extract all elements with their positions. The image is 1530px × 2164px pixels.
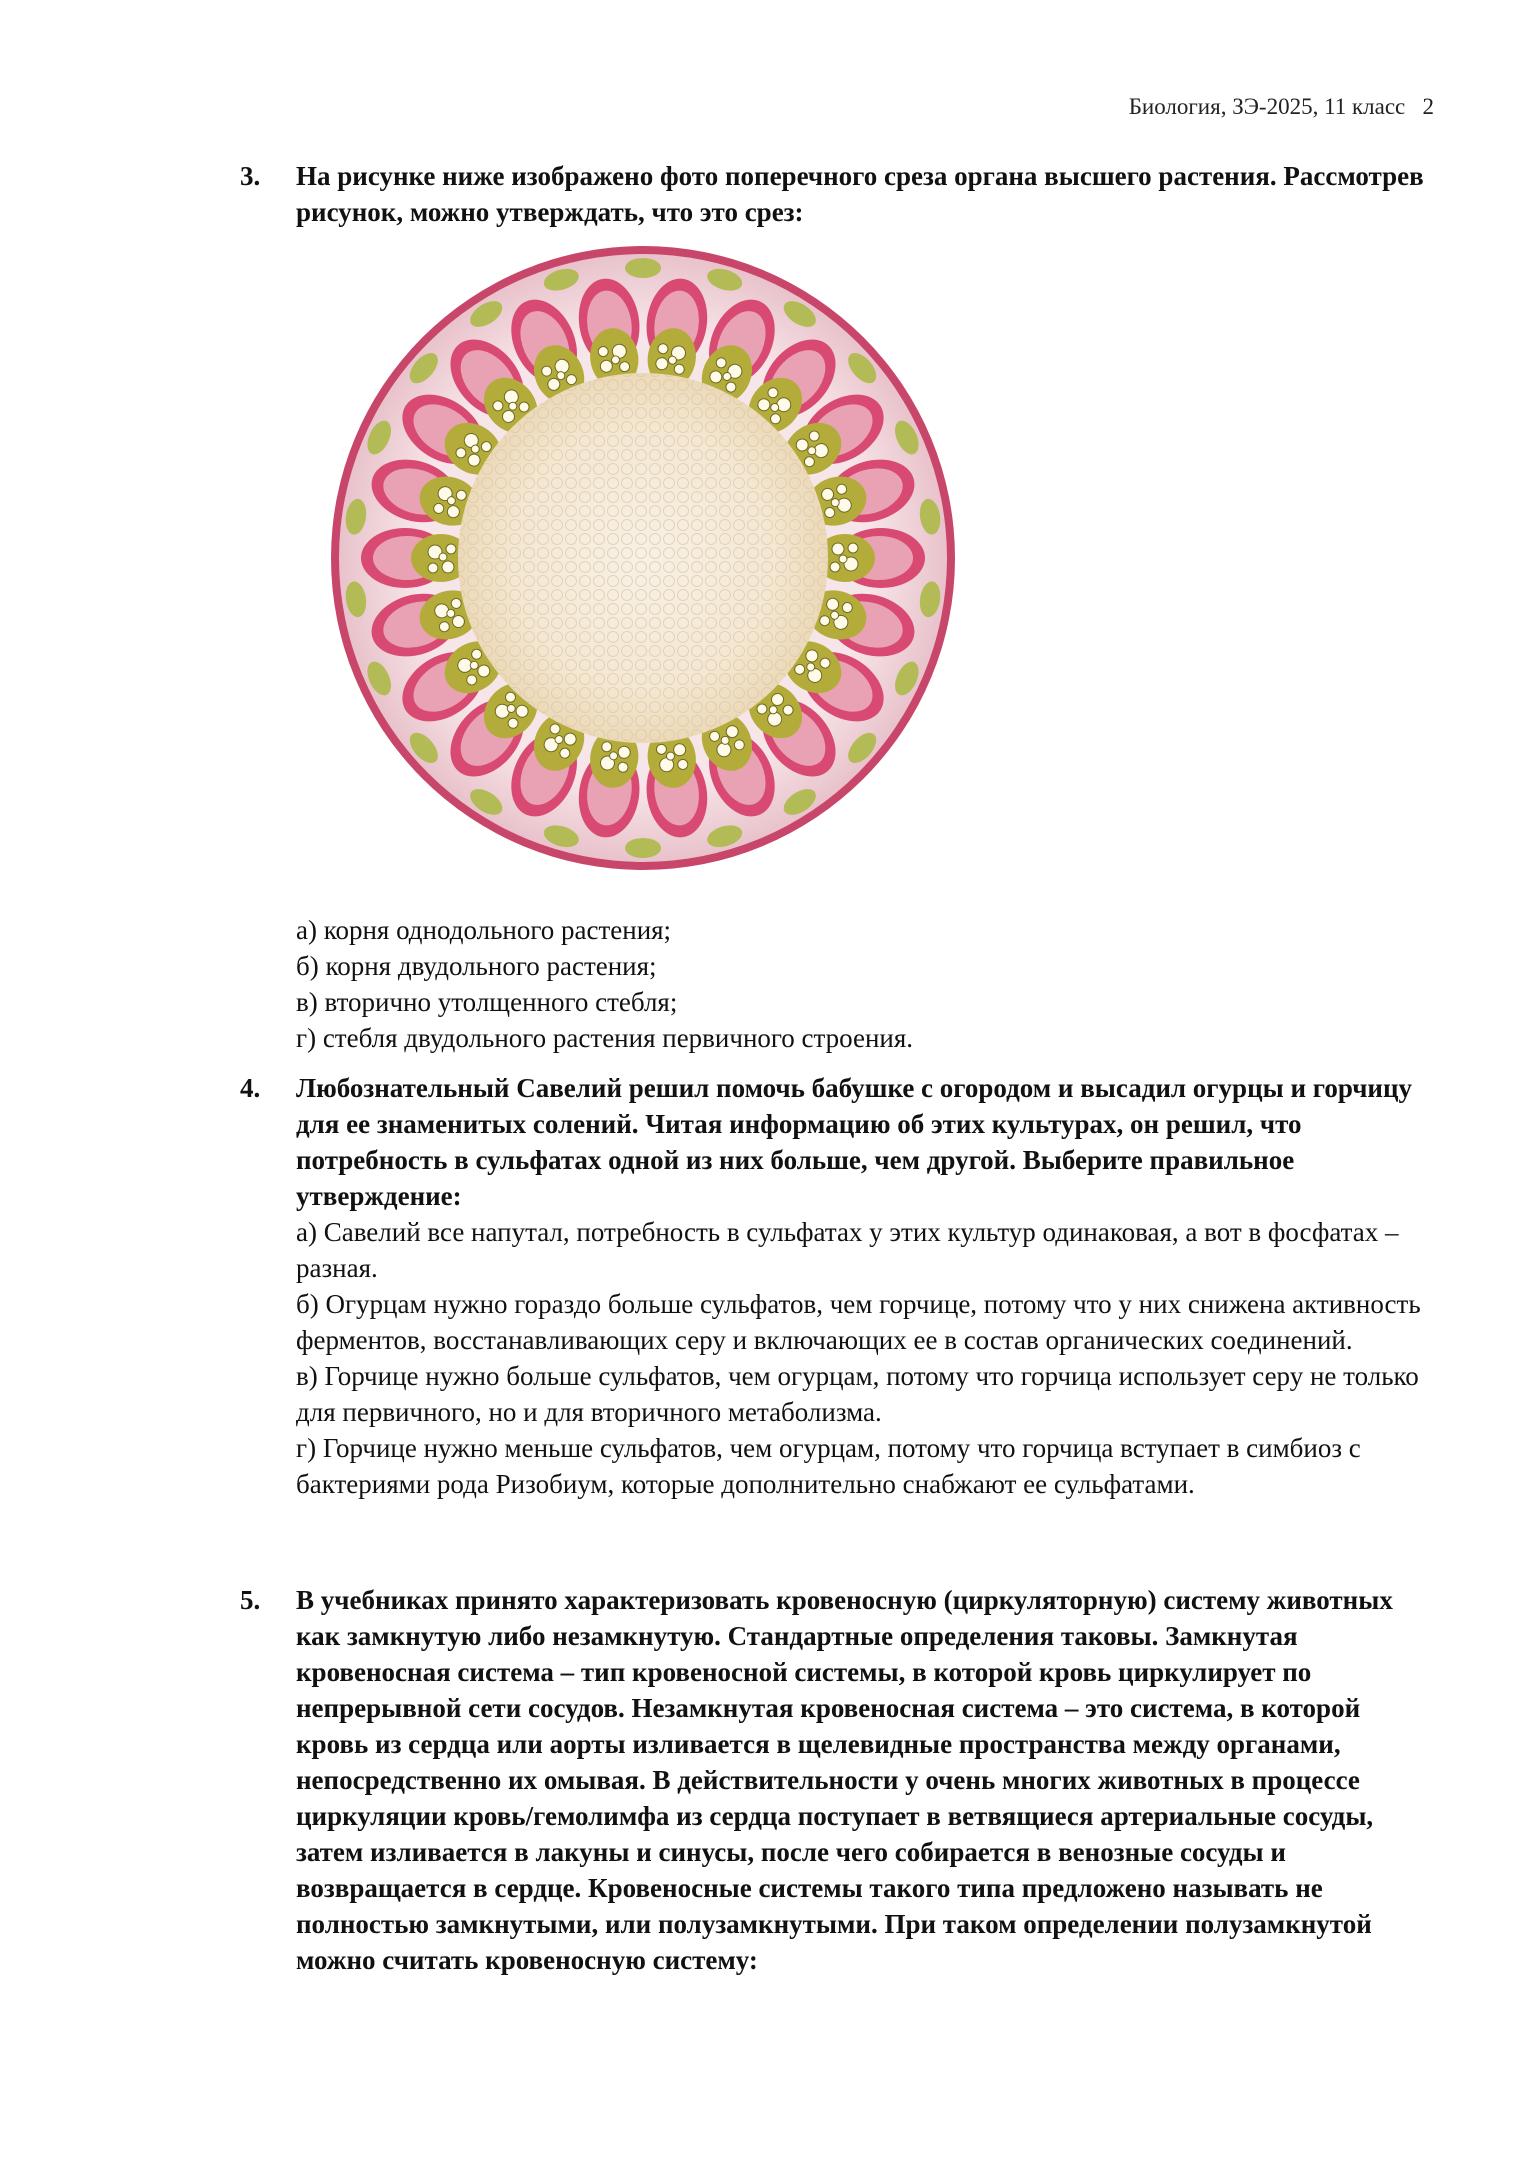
option-a: а) Савелий все напутал, потребность в сульфатах у этих культур одинаковая, а вот в фосфатах – разная. <box>296 1217 1399 1283</box>
option-b: б) корня двудольного растения; <box>296 951 657 981</box>
question-5-text: В учебниках принято характеризовать кровеносную (циркуляторную) систему животных как замкнутую либо незамкнутую. Стандартные определения таковы. Замкнутая кровеносная система – тип кровеносной системы, в которой кровь циркулирует по непрерывной сети сосудов. Незамкнутая кровеносная система – это система, в которой кровь из сердца или аорты изливается в щелевидные пространства между органами, непосредственно их омывая. В действительности у очень многих животных в процессе циркуляции кровь/гемолимфа из сердца поступает в ветвящиеся артериальные сосуды, затем изливается в лакуны и синусы, после чего собирается в венозные сосуды и возвращается в сердце. Кровеносные системы такого типа предложено называть не полностью замкнутыми, или полузамкнутыми. При таком определении полузамкнутой можно считать кровеносную систему: <box>296 1585 1393 1975</box>
option-d: г) стебля двудольного растения первичного строения. <box>296 1023 914 1053</box>
question-4-number: 4. <box>240 1073 261 1103</box>
question-5 <box>240 1582 1430 1978</box>
option-c: в) вторично утолщенного стебля; <box>296 987 678 1017</box>
collenchyma-patch <box>625 258 661 278</box>
page-header: Биология, ЗЭ-2025, 11 класс 2 <box>1128 94 1434 119</box>
option-c: в) Горчице нужно больше сульфатов, чем огурцам, потому что горчица использует серу не только для первичного, но и для вторичного метаболизма. <box>296 1361 1419 1427</box>
vascular-bundle <box>815 528 925 588</box>
question-5-number: 5. <box>240 1585 261 1615</box>
option-d: г) Горчице нужно меньше сульфатов, чем огурцам, потому что горчица вступает в симбиоз с бактериями рода Ризобиум, которые дополнительно снабжают ее сульфатами. <box>296 1433 1361 1499</box>
option-b: б) Огурцам нужно гораздо больше сульфатов, чем горчице, потому что у них снижена активность ферментов, восстанавливающих серу и включающих ее в состав органических соединений. <box>296 1289 1421 1355</box>
option-a: а) корня однодольного растения; <box>296 915 672 945</box>
vascular-bundle <box>361 528 471 588</box>
stem-cross-section-image <box>298 238 988 878</box>
question-3-options <box>296 912 913 1056</box>
collenchyma-patch <box>625 838 661 858</box>
question-3 <box>240 158 1430 230</box>
question-3-number: 3. <box>240 161 261 191</box>
question-3-text: На рисунке ниже изображено фото поперечного среза органа высшего растения. Рассмотрев рисунок, можно утверждать, что это срез: <box>296 161 1424 227</box>
question-4 <box>240 1070 1430 1502</box>
question-4-text: Любознательный Савелий решил помочь бабушке с огородом и высадил огурцы и горчицу для ее знаменитых солений. Читая информацию об этих культурах, он решил, что потребность в сульфатах одной из них больше, чем другой. Выберите правильное утверждение: <box>296 1073 1413 1211</box>
